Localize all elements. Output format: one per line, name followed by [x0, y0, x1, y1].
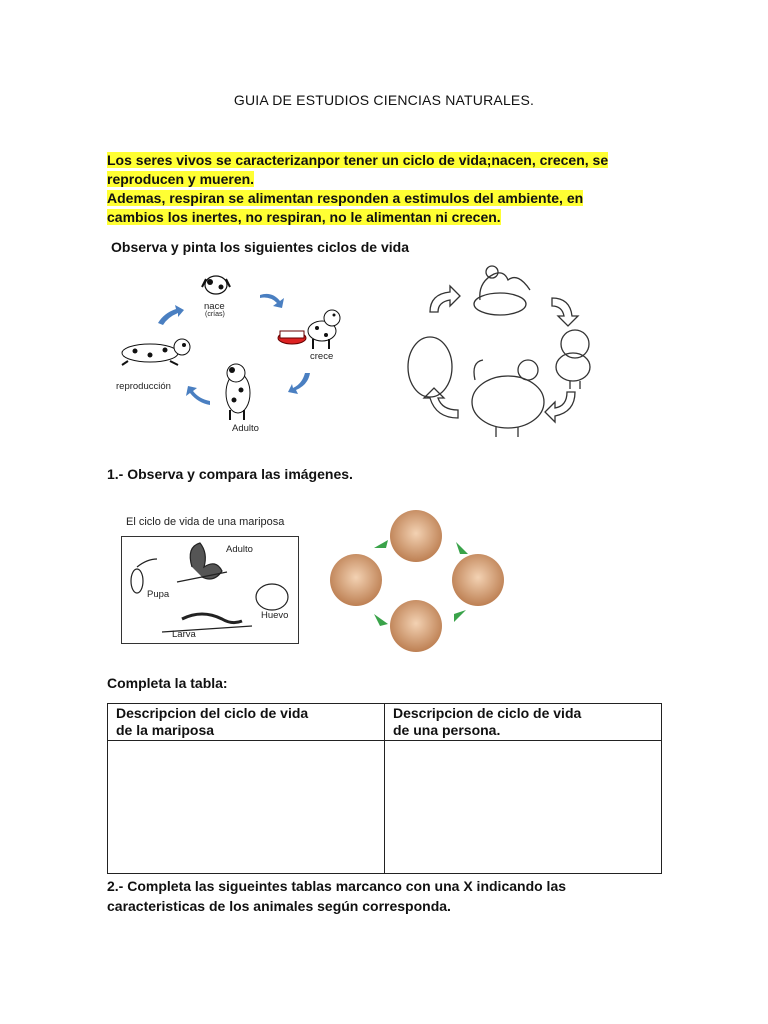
dog-nace-label: nace	[204, 301, 225, 312]
chick-icon	[556, 330, 590, 389]
adult-dog-icon	[226, 364, 250, 420]
table-header-person: Descripcion de ciclo de vida de una persona.	[385, 704, 662, 741]
human-life-cycle-image	[326, 508, 508, 654]
cycle-arrow-1	[260, 294, 284, 308]
pupa-icon	[131, 569, 143, 593]
paint-instruction: Observa y pinta los siguientes ciclos de vida	[111, 239, 409, 255]
green-arrow-3	[454, 610, 466, 622]
larva-icon	[182, 614, 242, 623]
chicken-arrow-3	[545, 392, 575, 422]
intro-line-3: Ademas, respiran se alimentan responden a estimulos del ambiente, en	[107, 190, 584, 206]
baby-photo	[390, 510, 442, 562]
butterfly-larva-label: Larva	[172, 629, 196, 640]
cycle-arrow-4	[158, 305, 184, 325]
green-arrow-2	[456, 542, 468, 554]
comparison-table	[107, 703, 662, 874]
hen-icon	[472, 360, 544, 437]
chicken-life-cycle-image	[400, 262, 612, 444]
dog-crias-label: (crías)	[205, 311, 225, 318]
cycle-arrow-2	[288, 373, 310, 394]
dog-adulto-label: Adulto	[232, 423, 259, 434]
woman-photo	[330, 554, 382, 606]
butterfly-pupa-label: Pupa	[147, 589, 170, 600]
butterfly-adulto-label: Adulto	[226, 544, 253, 555]
dog-crece-label: crece	[310, 351, 334, 362]
cycle-arrow-3	[186, 386, 210, 405]
dog-with-bowl-icon	[278, 310, 340, 349]
butterfly-title: El ciclo de vida de una mariposa	[126, 516, 285, 528]
table-header-butterfly: Descripcion del ciclo de vida de la mariposa	[108, 704, 385, 741]
butterfly-cycle-box	[121, 536, 299, 644]
butterfly-huevo-label: Huevo	[261, 610, 289, 621]
intro-line-1: Los seres vivos se caracterizanpor tener un ciclo de vida;nacen, crecen, se	[107, 152, 609, 168]
dog-reproduccion-label: reproducción	[116, 381, 171, 392]
green-arrow-4	[374, 614, 388, 626]
table-cell-butterfly-answer[interactable]	[108, 741, 385, 874]
chicken-arrow-1	[430, 286, 460, 312]
intro-line-2: reproducen y mueren.	[107, 171, 255, 187]
puppy-icon	[202, 276, 230, 294]
hen-on-nest-icon	[474, 266, 530, 315]
intro-line-4: cambios los inertes, no respiran, no le alimentan ni crecen.	[107, 209, 501, 225]
page-title: GUIA DE ESTUDIOS CIENCIAS NATURALES.	[233, 92, 535, 108]
lying-dog-icon	[122, 339, 190, 365]
question-2: 2.- Completa las sigueintes tablas marcanco con una X indicando las caracteristicas de los animales según corresponda.	[107, 878, 567, 914]
question-1: 1.- Observa y compara las imágenes.	[107, 466, 353, 482]
complete-table-heading: Completa la tabla:	[107, 675, 228, 691]
teen-photo	[390, 600, 442, 652]
intro-paragraph	[107, 151, 667, 227]
chicken-arrow-2	[552, 298, 578, 326]
green-arrow-1	[374, 540, 388, 548]
child-photo	[452, 554, 504, 606]
egg-icon	[408, 337, 452, 397]
huevo-leaf-icon	[256, 584, 288, 610]
table-cell-person-answer[interactable]	[385, 741, 662, 874]
